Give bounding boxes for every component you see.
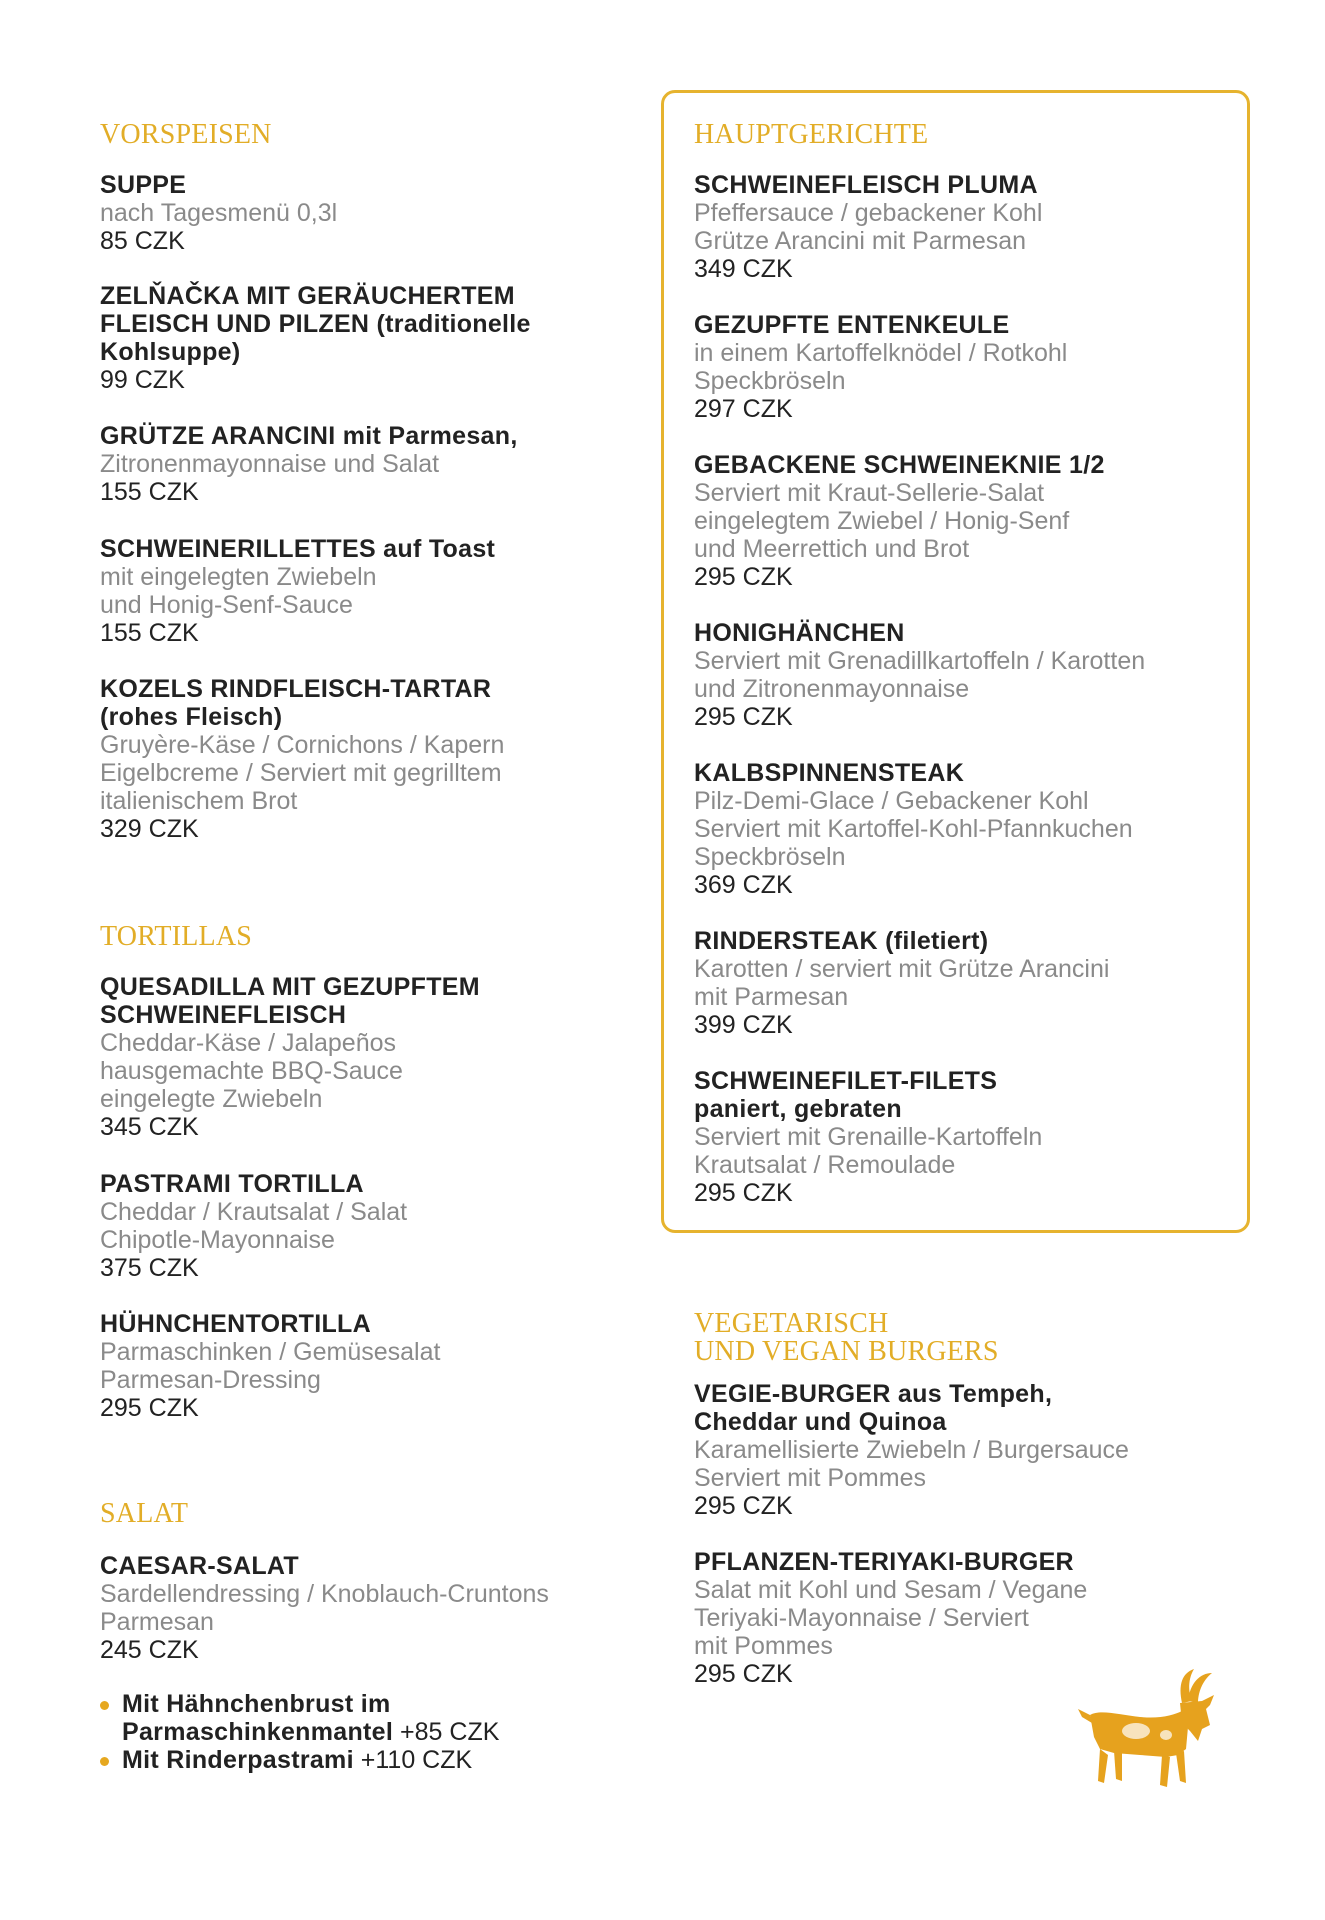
bullet-icon bbox=[100, 1701, 109, 1710]
item-name: SCHWEINEFILET-FILETS bbox=[694, 1067, 998, 1095]
item-name: RINDERSTEAK (filetiert) bbox=[694, 927, 989, 955]
item-description: in einem Kartoffelknödel / Rotkohl bbox=[694, 339, 1068, 367]
item-description: Speckbröseln bbox=[694, 367, 846, 395]
item-name: VEGIE-BURGER aus Tempeh, bbox=[694, 1380, 1053, 1408]
item-description: Karotten / serviert mit Grütze Arancini bbox=[694, 955, 1110, 983]
item-name: KALBSPINNENSTEAK bbox=[694, 759, 965, 787]
item-price: 295 CZK bbox=[694, 703, 793, 731]
menu-item bbox=[694, 1548, 1087, 1688]
item-description: eingelegtem Zwiebel / Honig-Senf bbox=[694, 507, 1070, 535]
section-title-line: VEGETARISCH bbox=[694, 1308, 889, 1339]
section-title-vegetarisch bbox=[694, 1310, 999, 1366]
item-price: 295 CZK bbox=[694, 1179, 793, 1207]
item-price: 245 CZK bbox=[100, 1636, 199, 1664]
menu-item bbox=[694, 759, 1133, 899]
section-title-line: UND VEGAN BURGERS bbox=[694, 1336, 999, 1367]
item-price: 155 CZK bbox=[100, 478, 199, 506]
menu-item bbox=[694, 619, 1145, 731]
item-price: 345 CZK bbox=[100, 1113, 199, 1141]
item-description: mit eingelegten Zwiebeln bbox=[100, 563, 377, 591]
item-description: Salat mit Kohl und Sesam / Vegane bbox=[694, 1576, 1088, 1604]
item-description: italienischem Brot bbox=[100, 787, 298, 815]
item-description: Teriyaki-Mayonnaise / Serviert bbox=[694, 1604, 1029, 1632]
item-price: 295 CZK bbox=[694, 1492, 793, 1520]
menu-item bbox=[100, 973, 480, 1141]
item-price: 297 CZK bbox=[694, 395, 793, 423]
item-name: Cheddar und Quinoa bbox=[694, 1408, 947, 1436]
menu-item bbox=[100, 1552, 549, 1664]
item-description: Pilz-Demi-Glace / Gebackener Kohl bbox=[694, 787, 1089, 815]
item-description: Pfeffersauce / gebackener Kohl bbox=[694, 199, 1043, 227]
item-price: 295 CZK bbox=[100, 1394, 199, 1422]
item-description: Zitronenmayonnaise und Salat bbox=[100, 450, 440, 478]
item-description: Serviert mit Grenaille-Kartoffeln bbox=[694, 1123, 1043, 1151]
item-name: PASTRAMI TORTILLA bbox=[100, 1170, 364, 1198]
item-description: Cheddar / Krautsalat / Salat bbox=[100, 1198, 408, 1226]
item-description: Sardellendressing / Knoblauch-Cruntons bbox=[100, 1580, 549, 1608]
item-name: HONIGHÄNCHEN bbox=[694, 619, 905, 647]
item-description: hausgemachte BBQ-Sauce bbox=[100, 1057, 403, 1085]
item-price: 295 CZK bbox=[694, 1660, 793, 1688]
menu-item bbox=[694, 927, 1109, 1039]
menu-item bbox=[100, 1170, 407, 1282]
item-description: Gruyère-Käse / Cornichons / Kapern bbox=[100, 731, 505, 759]
item-name: GEZUPFTE ENTENKEULE bbox=[694, 311, 1010, 339]
addon-pastrami bbox=[100, 1746, 473, 1774]
item-description: und Zitronenmayonnaise bbox=[694, 675, 970, 703]
item-description: Krautsalat / Remoulade bbox=[694, 1151, 956, 1179]
item-name: GEBACKENE SCHWEINEKNIE 1/2 bbox=[694, 451, 1105, 479]
item-name: CAESAR-SALAT bbox=[100, 1552, 299, 1580]
item-description: und Honig-Senf-Sauce bbox=[100, 591, 353, 619]
menu-item bbox=[100, 675, 504, 843]
item-description: Serviert mit Pommes bbox=[694, 1464, 926, 1492]
item-price: 329 CZK bbox=[100, 815, 199, 843]
item-description: Parmesan-Dressing bbox=[100, 1366, 321, 1394]
item-description: Parmesan bbox=[100, 1608, 214, 1636]
addon-line: Parmaschinkenmantel bbox=[122, 1718, 394, 1746]
item-name: SCHWEINEFLEISCH PLUMA bbox=[694, 171, 1038, 199]
item-description: Grütze Arancini mit Parmesan bbox=[694, 227, 1027, 255]
addon-price: +110 CZK bbox=[360, 1746, 473, 1774]
item-price: 349 CZK bbox=[694, 255, 793, 283]
item-description: Serviert mit Kraut-Sellerie-Salat bbox=[694, 479, 1045, 507]
menu-item bbox=[100, 422, 518, 506]
item-description: mit Parmesan bbox=[694, 983, 849, 1011]
item-name: FLEISCH UND PILZEN (traditionelle bbox=[100, 310, 531, 338]
menu-item bbox=[694, 171, 1042, 283]
item-price: 155 CZK bbox=[100, 619, 199, 647]
menu-item bbox=[100, 535, 495, 647]
item-description: Chipotle-Mayonnaise bbox=[100, 1226, 335, 1254]
menu-item bbox=[694, 1067, 1042, 1207]
addon-line: Mit Rinderpastrami bbox=[122, 1746, 354, 1774]
item-description: Eigelbcreme / Serviert mit gegrilltem bbox=[100, 759, 502, 787]
item-description: Karamellisierte Zwiebeln / Burgersauce bbox=[694, 1436, 1129, 1464]
item-price: 99 CZK bbox=[100, 366, 185, 394]
item-price: 369 CZK bbox=[694, 871, 793, 899]
section-title-tortillas: TORTILLAS bbox=[100, 921, 253, 952]
item-description: nach Tagesmenü 0,3l bbox=[100, 199, 338, 227]
menu-item bbox=[100, 171, 337, 255]
addon-chicken bbox=[100, 1690, 500, 1746]
section-title-vorspeisen: VORSPEISEN bbox=[100, 119, 272, 150]
item-description: Speckbröseln bbox=[694, 843, 846, 871]
section-title-salat: SALAT bbox=[100, 1498, 189, 1529]
item-name: SCHWEINERILLETTES auf Toast bbox=[100, 535, 496, 563]
item-price: 399 CZK bbox=[694, 1011, 793, 1039]
item-name: (rohes Fleisch) bbox=[100, 703, 283, 731]
item-description: Cheddar-Käse / Jalapeños bbox=[100, 1029, 397, 1057]
section-title-hauptgerichte: HAUPTGERICHTE bbox=[694, 119, 929, 150]
item-name: QUESADILLA MIT GEZUPFTEM bbox=[100, 973, 480, 1001]
item-name: SCHWEINEFLEISCH bbox=[100, 1001, 347, 1029]
menu-item bbox=[694, 1380, 1129, 1520]
item-description: mit Pommes bbox=[694, 1632, 833, 1660]
item-name: SUPPE bbox=[100, 171, 187, 199]
item-name: PFLANZEN-TERIYAKI-BURGER bbox=[694, 1548, 1074, 1576]
menu-item bbox=[100, 282, 531, 394]
addon-price: +85 CZK bbox=[400, 1718, 500, 1746]
item-price: 295 CZK bbox=[694, 563, 793, 591]
menu-item bbox=[694, 451, 1105, 591]
menu-item bbox=[694, 311, 1067, 423]
addon-line: Mit Hähnchenbrust im bbox=[122, 1690, 391, 1718]
item-description: eingelegte Zwiebeln bbox=[100, 1085, 323, 1113]
item-price: 375 CZK bbox=[100, 1254, 199, 1282]
item-name: ZELŇAČKA MIT GERÄUCHERTEM bbox=[100, 282, 515, 310]
item-description: Serviert mit Grenadillkartoffeln / Karotten bbox=[694, 647, 1146, 675]
item-description: Serviert mit Kartoffel-Kohl-Pfannkuchen bbox=[694, 815, 1133, 843]
goat-icon bbox=[1070, 1665, 1230, 1795]
item-description: und Meerrettich und Brot bbox=[694, 535, 970, 563]
item-price: 85 CZK bbox=[100, 227, 185, 255]
menu-item bbox=[100, 1310, 440, 1422]
bullet-icon bbox=[100, 1757, 109, 1766]
item-name: GRÜTZE ARANCINI mit Parmesan, bbox=[100, 422, 518, 450]
item-description: Parmaschinken / Gemüsesalat bbox=[100, 1338, 441, 1366]
item-name: paniert, gebraten bbox=[694, 1095, 902, 1123]
item-name: Kohlsuppe) bbox=[100, 338, 241, 366]
item-name: HÜHNCHENTORTILLA bbox=[100, 1310, 371, 1338]
item-name: KOZELS RINDFLEISCH-TARTAR bbox=[100, 675, 492, 703]
